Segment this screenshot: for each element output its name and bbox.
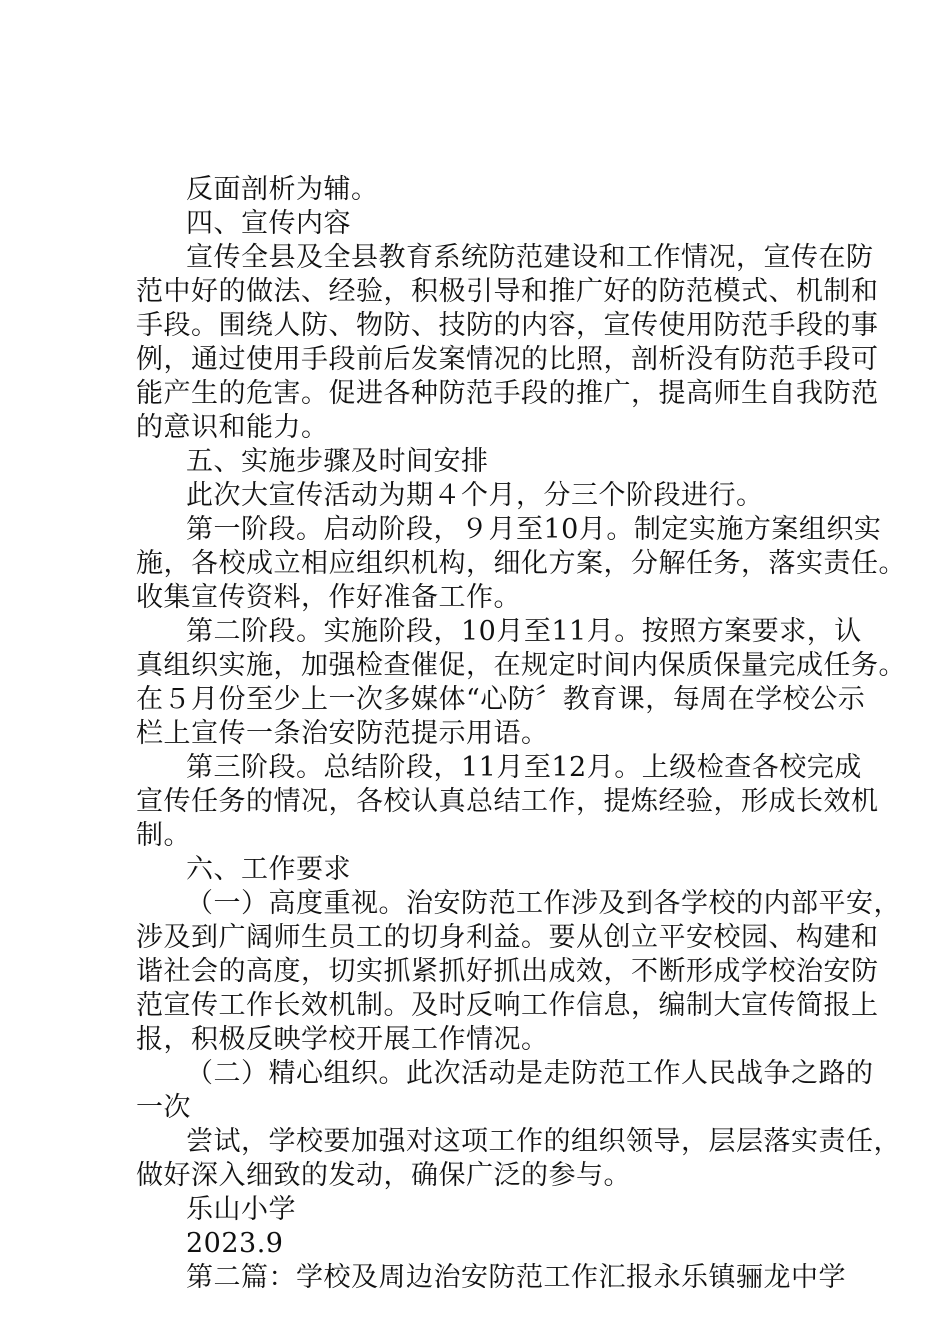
- section-heading: 五、实施步骤及时间安排: [186, 446, 489, 477]
- section-heading: 四、宣传内容: [186, 208, 351, 239]
- text-line: 第一阶段。启动阶段，９月至10月。制定实施方案组织实: [186, 514, 882, 545]
- text-line: 报，积极反映学校开展工作情况。: [136, 1024, 549, 1055]
- text-line: 真组织实施，加强检查催促，在规定时间内保质保量完成任务。: [136, 650, 906, 681]
- text-line: 施，各校成立相应组织机构，细化方案，分解任务，落实责任。: [136, 548, 906, 579]
- text-line: 第二阶段。实施阶段，10月至11月。按照方案要求，认: [186, 616, 862, 647]
- text-line: 在５月份至少上一次多媒体“心防〞教育课，每周在学校公示: [136, 684, 866, 715]
- text-line: 能产生的危害。促进各种防范手段的推广，提高师生自我防范: [136, 378, 879, 409]
- text-line: 涉及到广阔师生员工的切身利益。要从创立平安校园、构建和: [136, 922, 879, 953]
- text-line: 反面剖析为辅。: [186, 174, 379, 205]
- text-line: 第三阶段。总结阶段，11月至12月。上级检查各校完成: [186, 752, 862, 783]
- text-line: 例，通过使用手段前后发案情况的比照，剖析没有防范手段可: [136, 344, 879, 375]
- signature-date: 2023.9: [186, 1228, 284, 1259]
- text-line: 制。: [136, 820, 191, 851]
- text-line: 一次: [136, 1092, 191, 1123]
- section-heading: 六、工作要求: [186, 854, 351, 885]
- signature-school: 乐山小学: [186, 1194, 296, 1225]
- text-line: 尝试，学校要加强对这项工作的组织领导，层层落实责任，: [186, 1126, 901, 1157]
- text-line: 谐社会的高度，切实抓紧抓好抓出成效，不断形成学校治安防: [136, 956, 879, 987]
- text-line: 做好深入细致的发动，确保广泛的参与。: [136, 1160, 631, 1191]
- text-line: 范中好的做法、经验，积极引导和推广好的防范模式、机制和: [136, 276, 879, 307]
- text-line: （二）精心组织。此次活动是走防范工作人民战争之路的: [186, 1058, 874, 1089]
- text-line: 收集宣传资料，作好准备工作。: [136, 582, 521, 613]
- text-line: 宣传全县及全县教育系统防范建设和工作情况，宣传在防: [186, 242, 874, 273]
- text-line: 栏上宣传一条治安防范提示用语。: [136, 718, 549, 749]
- text-line: 手段。围绕人防、物防、技防的内容，宣传使用防范手段的事: [136, 310, 879, 341]
- text-line: 此次大宣传活动为期４个月，分三个阶段进行。: [186, 480, 764, 511]
- text-line: 的意识和能力。: [136, 412, 329, 443]
- text-line: （一）高度重视。治安防范工作涉及到各学校的内部平安，: [186, 888, 901, 919]
- text-line: 范宣传工作长效机制。及时反响工作信息，编制大宣传简报上: [136, 990, 879, 1021]
- next-article-title: 第二篇：学校及周边治安防范工作汇报永乐镇骊龙中学: [186, 1262, 846, 1293]
- text-line: 宣传任务的情况，各校认真总结工作，提炼经验，形成长效机: [136, 786, 879, 817]
